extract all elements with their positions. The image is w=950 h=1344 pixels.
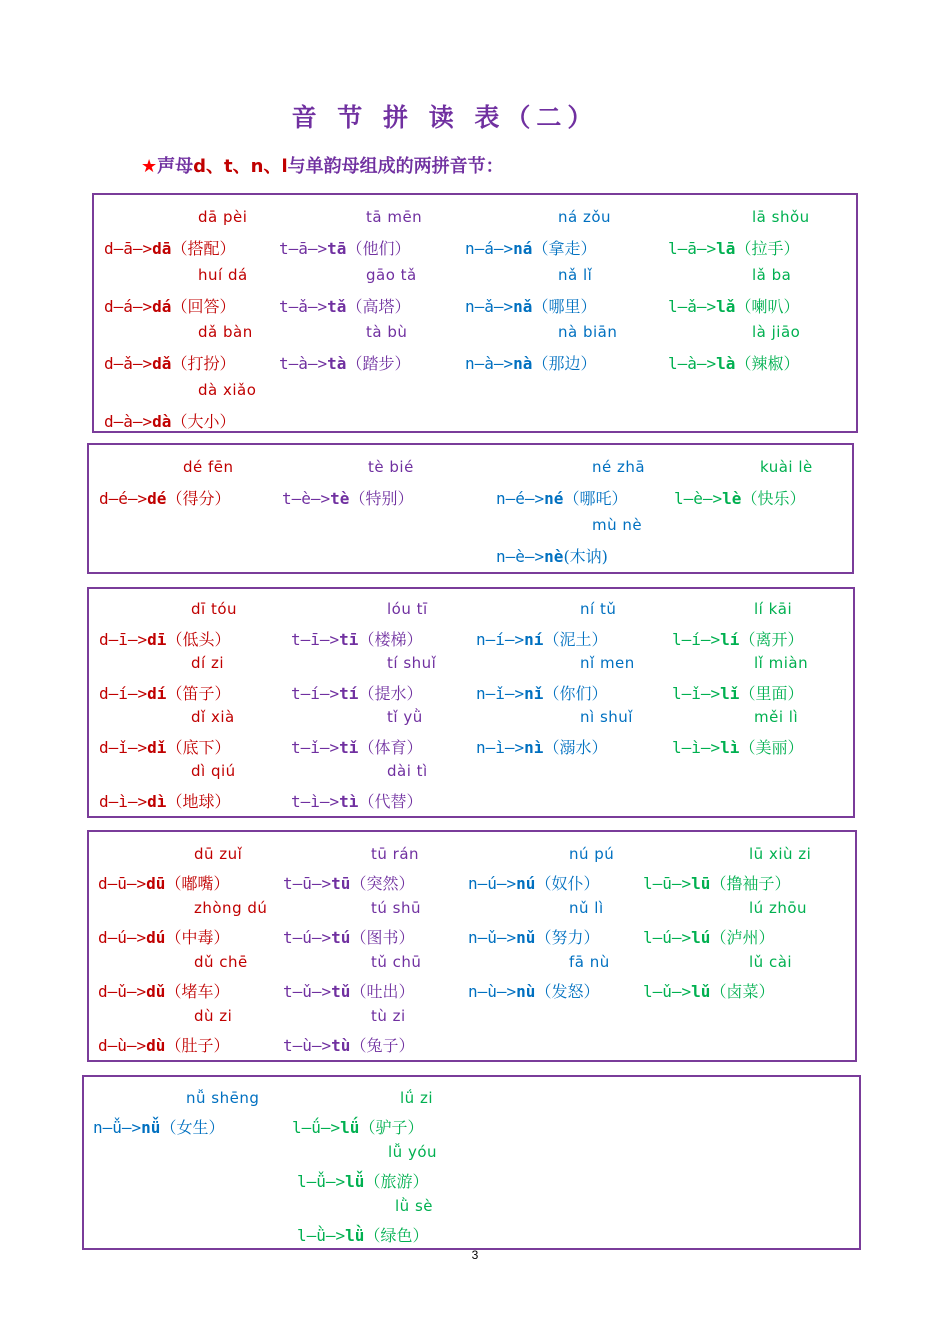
pinyin-i-d-2: dǐ xià (191, 708, 235, 726)
syllable-e-t-0 (282, 486, 413, 509)
result-syllable: là (716, 354, 736, 373)
pinyin-e-l-0: kuài lè (760, 458, 813, 476)
syllable-a-n-0 (465, 236, 596, 259)
result-syllable: lè (722, 489, 742, 508)
pinyin-a-n-2: nà biān (558, 323, 618, 341)
example-word: （那边） (532, 354, 597, 373)
example-word: （喇叭） (735, 296, 800, 316)
result-syllable: nǐ (524, 684, 544, 703)
pinyin-u-d-3: dù zi (194, 1007, 233, 1025)
pinyin-i-d-0: dī tóu (191, 600, 238, 618)
result-syllable: dá (152, 296, 172, 316)
syllable-e-n-0 (496, 486, 627, 509)
syllable-u-d-2 (98, 979, 229, 1002)
result-syllable: tǔ (331, 982, 351, 1001)
syllable-u-l-1 (643, 925, 774, 948)
pinyin-u-t-1: tú shū (371, 899, 421, 917)
example-word: （高塔） (346, 296, 411, 316)
result-syllable: lū (691, 874, 711, 893)
spelling-chain: t—è—> (282, 489, 331, 508)
example-word: （吐出） (350, 982, 415, 1001)
spelling-chain: l—à—> (668, 354, 717, 373)
pinyin-i-t-1: tí shuǐ (387, 654, 437, 672)
spelling-chain: d—ī—> (99, 630, 148, 649)
result-syllable: lǘ (340, 1118, 360, 1137)
spelling-chain: n—ǎ—> (465, 296, 514, 316)
syllable-u-t-3 (283, 1033, 414, 1056)
example-word: （拿走） (532, 239, 597, 258)
result-syllable: dù (146, 1036, 166, 1055)
spelling-chain: t—à—> (279, 354, 328, 373)
spelling-chain: t—ū—> (283, 874, 332, 893)
syllable-e-n-1 (496, 544, 608, 567)
example-word: （哪吒） (563, 489, 628, 508)
example-word: （驴子） (359, 1118, 424, 1137)
spelling-chain: t—ī—> (291, 630, 340, 649)
pinyin-e-d-0: dé fēn (183, 458, 234, 476)
result-syllable: dé (147, 489, 167, 508)
pinyin-i-l-0: lí kāi (754, 600, 793, 618)
example-word: （堵车） (165, 982, 230, 1001)
spelling-chain: l—ǔ—> (643, 982, 692, 1001)
example-word: （女生） (160, 1118, 225, 1137)
syllable-e-l-0 (674, 486, 805, 509)
spelling-chain: t—ā—> (279, 239, 328, 258)
example-word: （绿色） (364, 1226, 429, 1245)
spelling-chain: d—ǎ—> (104, 354, 153, 373)
result-syllable: tǎ (327, 296, 347, 316)
syllable-a-l-1 (668, 294, 799, 317)
result-syllable: tà (327, 354, 347, 373)
result-syllable: dí (147, 684, 167, 703)
example-word: （他们） (346, 239, 411, 258)
example-word: （肚子） (165, 1036, 230, 1055)
syllable-u-t-0 (283, 871, 414, 894)
syllable-a-t-2 (279, 351, 410, 374)
result-syllable: dī (147, 630, 167, 649)
syllable-a-l-2 (668, 351, 799, 374)
syllable-u-d-0 (98, 871, 229, 894)
result-syllable: tǐ (339, 738, 359, 757)
example-word: （得分） (166, 489, 231, 508)
spelling-chain: d—ì—> (99, 792, 148, 811)
example-word: （美丽） (739, 738, 804, 757)
result-syllable: dā (152, 239, 172, 258)
example-word: （代替） (358, 792, 423, 811)
spelling-chain: n—à—> (465, 354, 514, 373)
example-word: （低头） (166, 630, 231, 649)
pinyin-a-d-2: dǎ bàn (198, 323, 253, 341)
result-syllable: tí (339, 684, 359, 703)
example-word: （卤菜） (710, 982, 775, 1001)
subtitle-text-a: 声母 (157, 156, 194, 177)
example-word: （图书） (350, 928, 415, 947)
result-syllable: dǎ (152, 354, 172, 373)
spelling-chain: n—ù—> (468, 982, 517, 1001)
result-syllable: nì (524, 738, 544, 757)
example-word: （地球） (166, 792, 231, 811)
spelling-chain: d—á—> (104, 296, 153, 316)
pinyin-v-l-1: lǚ yóu (388, 1143, 438, 1161)
syllable-u-n-0 (468, 871, 599, 894)
pinyin-u-d-1: zhòng dú (194, 899, 268, 917)
syllable-i-n-1 (476, 681, 607, 704)
syllable-i-t-2 (291, 735, 422, 758)
result-syllable: lā (716, 239, 736, 258)
spelling-chain: n—ì—> (476, 738, 525, 757)
spelling-chain: n—ǐ—> (476, 684, 525, 703)
spelling-chain: d—ā—> (104, 239, 153, 258)
syllable-a-l-0 (668, 236, 799, 259)
spelling-chain: t—ù—> (283, 1036, 332, 1055)
syllable-i-d-0 (99, 627, 230, 650)
example-word: （撸袖子） (710, 874, 791, 893)
pinyin-v-l-0: lǘ zi (400, 1089, 433, 1107)
syllable-v-n-0 (93, 1115, 224, 1138)
syllable-a-d-2 (104, 351, 235, 374)
example-word: （你们） (543, 684, 608, 703)
example-word: （嘟嘴） (165, 874, 230, 893)
spelling-chain: t—ǐ—> (291, 738, 340, 757)
pinyin-a-l-0: lā shǒu (752, 208, 810, 226)
example-word: （旅游） (364, 1172, 429, 1191)
syllable-u-n-1 (468, 925, 599, 948)
syllable-i-t-3 (291, 789, 422, 812)
pinyin-u-l-0: lū xiù zi (749, 845, 812, 863)
spelling-chain: l—ū—> (643, 874, 692, 893)
syllable-i-l-0 (672, 627, 803, 650)
example-word: （中毒） (165, 928, 230, 947)
example-word: （搭配） (171, 239, 236, 258)
pinyin-u-n-0: nú pú (569, 845, 615, 863)
spelling-chain: t—ì—> (291, 792, 340, 811)
pinyin-i-d-3: dì qiú (191, 762, 236, 780)
spelling-chain: l—è—> (674, 489, 723, 508)
spelling-chain: l—ǐ—> (672, 684, 721, 703)
pinyin-i-t-3: dài tì (387, 762, 428, 780)
syllable-v-l-2 (297, 1223, 428, 1246)
result-syllable: lǎ (716, 296, 736, 316)
pinyin-v-l-2: lǜ sè (395, 1197, 433, 1215)
spelling-chain: l—í—> (672, 630, 721, 649)
syllable-a-n-1 (465, 294, 596, 317)
syllable-i-l-1 (672, 681, 803, 704)
example-word: （楼梯） (358, 630, 423, 649)
result-syllable: tā (327, 239, 347, 258)
syllable-i-t-0 (291, 627, 422, 650)
example-word: （笛子） (166, 684, 231, 703)
example-word: （提水） (358, 684, 423, 703)
pinyin-a-l-2: là jiāo (752, 323, 801, 341)
pinyin-i-n-2: nì shuǐ (580, 708, 633, 726)
example-word: （兔子） (350, 1036, 415, 1055)
pinyin-i-d-1: dí zi (191, 654, 224, 672)
syllable-i-d-3 (99, 789, 230, 812)
result-syllable: lǚ (345, 1172, 365, 1191)
result-syllable: tī (339, 630, 359, 649)
spelling-chain: n—ǚ—> (93, 1118, 142, 1137)
pinyin-i-n-1: nǐ men (580, 654, 635, 672)
pinyin-u-n-2: fā nù (569, 953, 610, 971)
result-syllable: tù (331, 1036, 351, 1055)
pinyin-a-d-0: dā pèi (198, 208, 248, 226)
pinyin-a-d-3: dà xiǎo (198, 380, 257, 399)
example-word: （里面） (739, 684, 804, 703)
example-word: （回答） (171, 296, 236, 316)
syllable-u-l-2 (643, 979, 774, 1002)
spelling-chain: t—ǎ—> (279, 296, 328, 316)
pinyin-u-t-2: tǔ chū (371, 953, 422, 971)
spelling-chain: d—ù—> (98, 1036, 147, 1055)
result-syllable: dà (152, 411, 172, 431)
spelling-chain: l—ǎ—> (668, 296, 717, 316)
spelling-chain: d—ǔ—> (98, 982, 147, 1001)
pinyin-a-t-1: gāo tǎ (366, 265, 417, 284)
spelling-chain: d—í—> (99, 684, 148, 703)
example-word: （离开） (739, 630, 804, 649)
syllable-u-d-1 (98, 925, 229, 948)
result-syllable: tè (330, 489, 350, 508)
syllable-a-d-3 (104, 409, 235, 432)
result-syllable: lí (720, 630, 740, 649)
syllable-u-l-0 (643, 871, 790, 894)
spelling-chain: t—í—> (291, 684, 340, 703)
example-word: （大小） (171, 411, 236, 431)
spelling-chain: n—í—> (476, 630, 525, 649)
spelling-chain: l—ǘ—> (292, 1118, 341, 1137)
example-word: （哪里） (532, 296, 597, 316)
example-word: （泸州） (710, 928, 775, 947)
pinyin-u-l-2: lǔ cài (749, 953, 793, 971)
spelling-chain: d—é—> (99, 489, 148, 508)
syllable-i-t-1 (291, 681, 422, 704)
syllable-i-d-2 (99, 735, 230, 758)
pinyin-u-d-0: dū zuǐ (194, 845, 243, 863)
syllable-v-l-1 (297, 1169, 428, 1192)
syllable-a-d-1 (104, 294, 235, 317)
pinyin-u-t-0: tū rán (371, 845, 420, 863)
pinyin-i-t-2: tǐ yǜ (387, 708, 423, 726)
spelling-chain: l—ā—> (668, 239, 717, 258)
pinyin-i-l-2: měi lì (754, 708, 799, 726)
syllable-a-n-2 (465, 351, 596, 374)
result-syllable: nè (544, 546, 564, 566)
example-word: （泥土） (543, 630, 608, 649)
pinyin-a-d-1: huí dá (198, 265, 248, 284)
example-word: （打扮） (171, 354, 236, 373)
example-word: （奴仆） (535, 874, 600, 893)
section-subtitle (141, 152, 504, 178)
example-word: （辣椒） (735, 354, 800, 373)
spelling-chain: t—ǔ—> (283, 982, 332, 1001)
syllable-e-d-0 (99, 486, 230, 509)
pinyin-i-n-0: ní tǔ (580, 600, 617, 618)
pinyin-i-t-0: lóu tī (387, 600, 428, 618)
result-syllable: tì (339, 792, 359, 811)
syllable-u-d-3 (98, 1033, 229, 1056)
result-syllable: lú (691, 928, 711, 947)
result-syllable: dǔ (146, 982, 166, 1001)
spelling-chain: d—ū—> (98, 874, 147, 893)
spelling-chain: l—ú—> (643, 928, 692, 947)
syllable-i-l-2 (672, 735, 803, 758)
result-syllable: ná (513, 239, 533, 258)
spelling-chain: d—à—> (104, 411, 153, 431)
pinyin-a-n-0: ná zǒu (558, 208, 612, 226)
example-word: （特别） (349, 489, 414, 508)
pinyin-u-t-3: tù zi (371, 1007, 406, 1025)
result-syllable: nǔ (516, 928, 536, 947)
pinyin-e-n-1: mù nè (592, 515, 643, 534)
result-syllable: nǎ (513, 296, 533, 316)
example-word: （体育） (358, 738, 423, 757)
spelling-chain: t—ú—> (283, 928, 332, 947)
spelling-chain: n—è—> (496, 546, 545, 566)
syllable-v-l-0 (292, 1115, 423, 1138)
example-word: （快乐） (741, 489, 806, 508)
subtitle-letters: d、t、n、l (193, 156, 288, 177)
result-syllable: lì (720, 738, 740, 757)
spelling-chain: l—ì—> (672, 738, 721, 757)
result-syllable: lǜ (345, 1226, 365, 1245)
result-syllable: dū (146, 874, 166, 893)
result-syllable: nú (516, 874, 536, 893)
syllable-a-t-0 (279, 236, 410, 259)
spelling-chain: n—ǔ—> (468, 928, 517, 947)
example-word: （拉手） (735, 239, 800, 258)
spelling-chain: n—á—> (465, 239, 514, 258)
page-title: 音 节 拼 读 表（二） (291, 103, 599, 132)
page-number: 3 (471, 1248, 479, 1262)
spelling-chain: d—ú—> (98, 928, 147, 947)
pinyin-e-t-0: tè bié (368, 458, 414, 476)
result-syllable: dú (146, 928, 166, 947)
pinyin-a-n-1: nǎ lǐ (558, 265, 593, 284)
spelling-chain: n—ú—> (468, 874, 517, 893)
result-syllable: tú (331, 928, 351, 947)
syllable-u-t-1 (283, 925, 414, 948)
syllable-i-d-1 (99, 681, 230, 704)
syllable-i-n-2 (476, 735, 607, 758)
pinyin-a-l-1: lǎ ba (752, 265, 792, 284)
spelling-chain: n—é—> (496, 489, 545, 508)
pinyin-a-t-2: tà bù (366, 323, 408, 341)
pinyin-e-n-0: né zhā (592, 458, 646, 476)
pinyin-u-n-1: nǔ lì (569, 899, 604, 917)
spelling-chain: d—ǐ—> (99, 738, 148, 757)
spelling-chain: l—ǚ—> (297, 1172, 346, 1191)
result-syllable: tū (331, 874, 351, 893)
result-syllable: dì (147, 792, 167, 811)
example-word: （突然） (350, 874, 415, 893)
syllable-i-n-0 (476, 627, 607, 650)
result-syllable: nà (513, 354, 533, 373)
spelling-chain: l—ǜ—> (297, 1226, 346, 1245)
syllable-u-t-2 (283, 979, 414, 1002)
example-word: （踏步） (346, 354, 411, 373)
result-syllable: lǐ (720, 684, 740, 703)
subtitle-text-b: 与单韵母组成的两拼音节： (287, 156, 504, 177)
example-word: （底下） (166, 738, 231, 757)
result-syllable: né (544, 489, 564, 508)
syllable-a-t-1 (279, 294, 410, 317)
result-syllable: nù (516, 982, 536, 1001)
syllable-u-n-2 (468, 979, 599, 1002)
example-word: (木讷) (563, 546, 608, 566)
syllable-a-d-0 (104, 236, 235, 259)
pinyin-u-d-2: dǔ chē (194, 953, 248, 971)
pinyin-v-n-0: nǚ shēng (186, 1089, 260, 1107)
result-syllable: ní (524, 630, 544, 649)
result-syllable: nǚ (141, 1118, 161, 1137)
star-icon: ★ (141, 156, 158, 177)
pinyin-a-t-0: tā mēn (366, 208, 423, 226)
pinyin-i-l-1: lǐ miàn (754, 654, 809, 672)
example-word: （溺水） (543, 738, 608, 757)
result-syllable: lǔ (691, 982, 711, 1001)
pinyin-u-l-1: lú zhōu (749, 899, 808, 917)
example-word: （努力） (535, 928, 600, 947)
example-word: （发怒） (535, 982, 600, 1001)
result-syllable: dǐ (147, 738, 167, 757)
